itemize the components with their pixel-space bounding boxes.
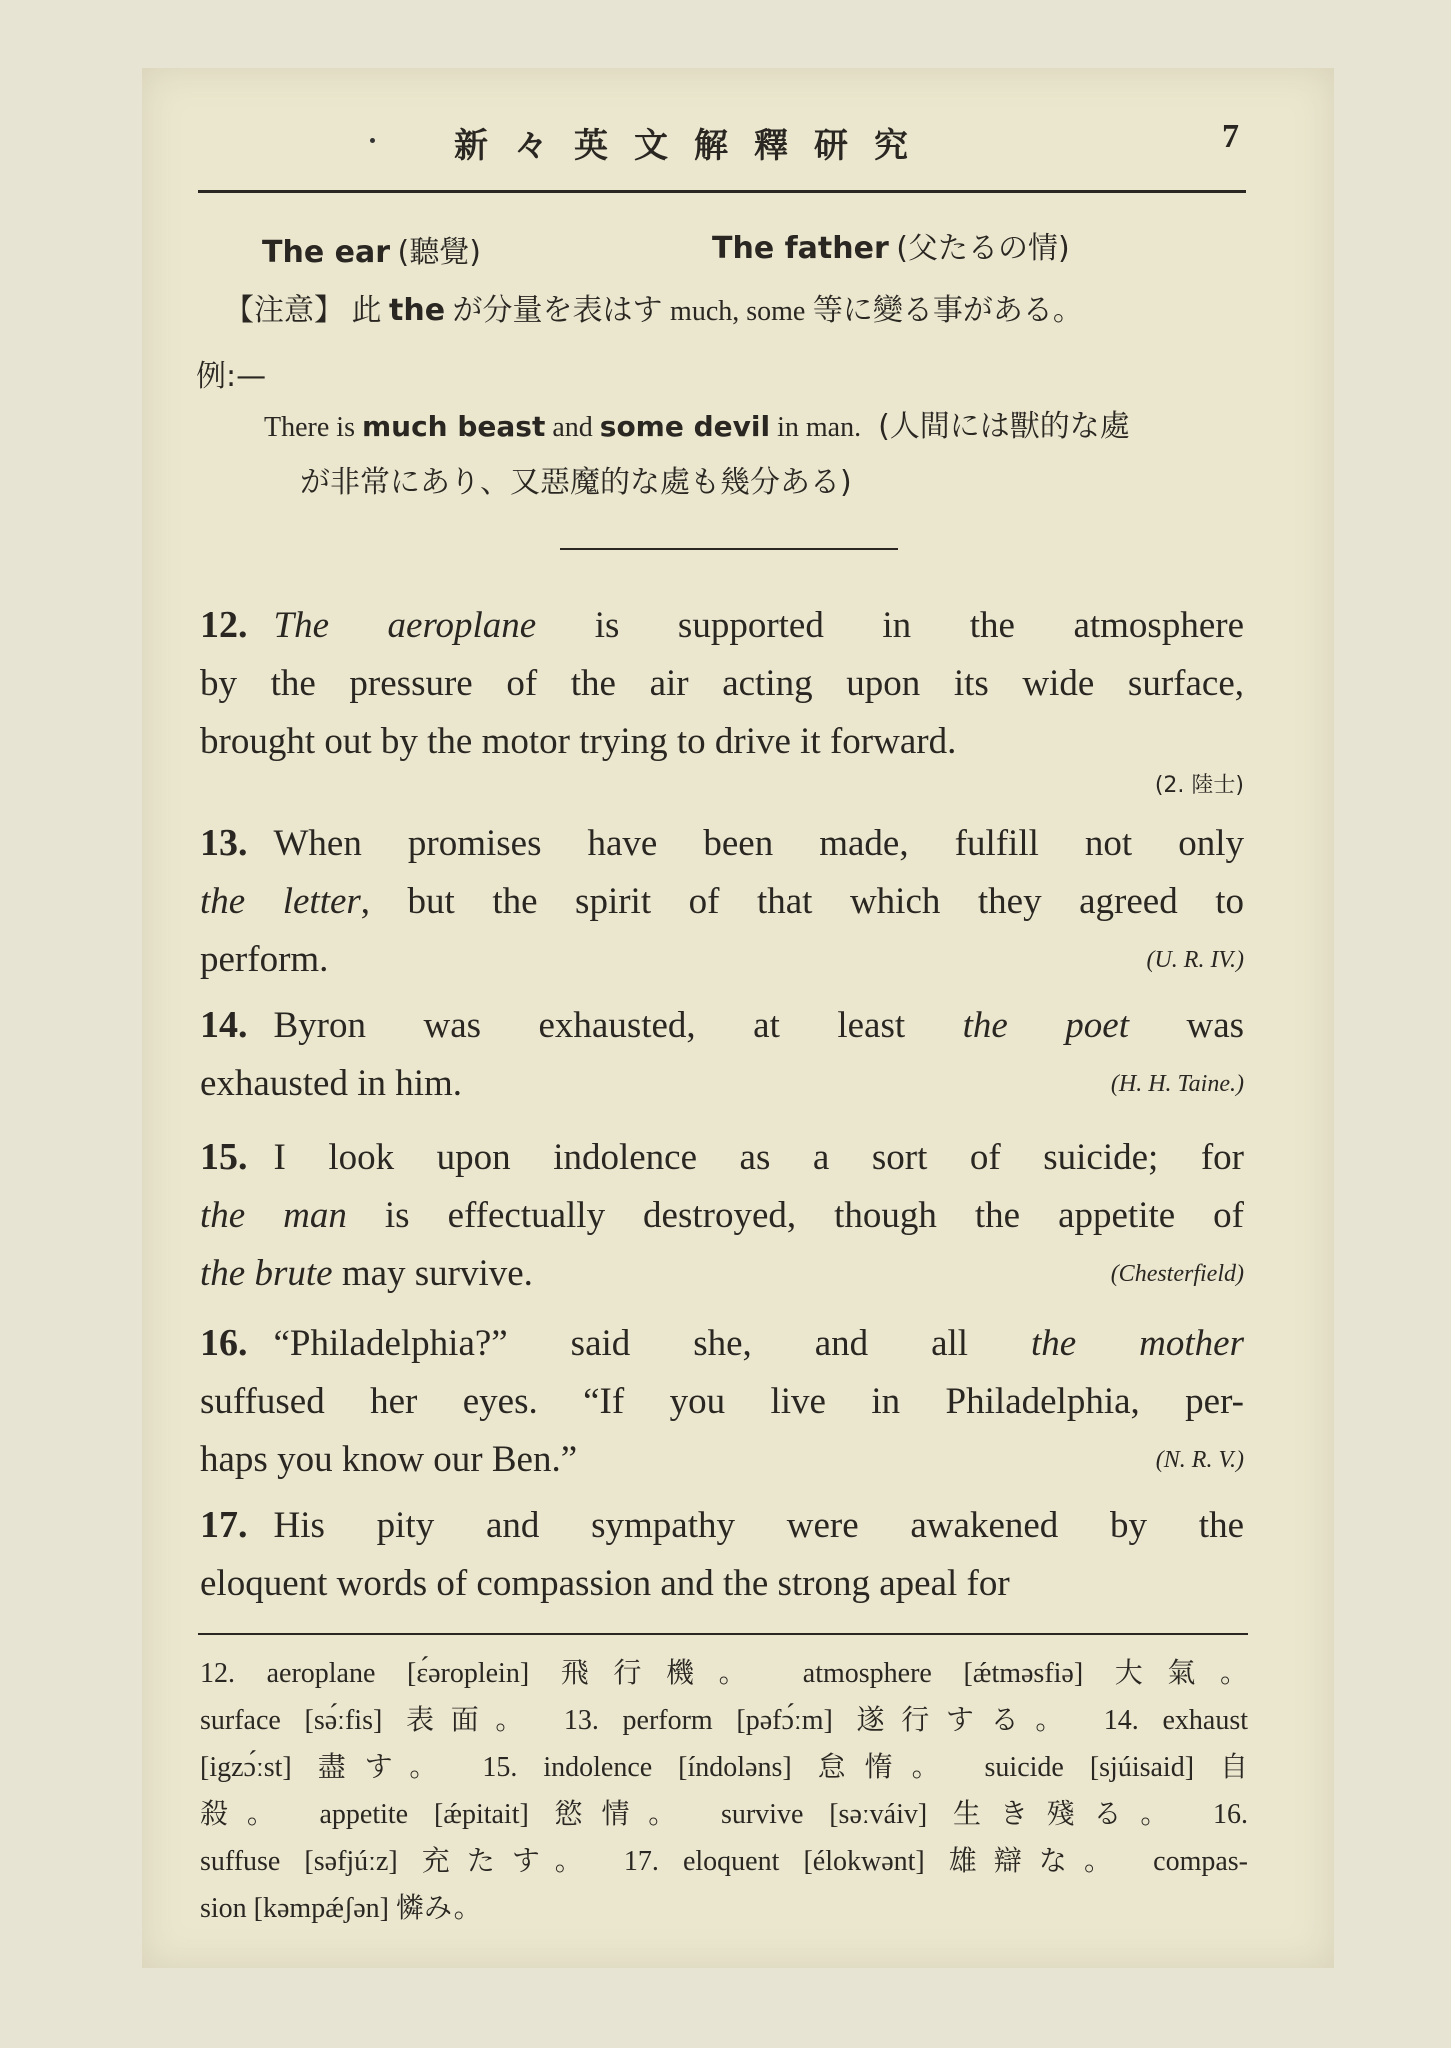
text-line: eloquent words of compassion and the strong apeal for bbox=[200, 1563, 1010, 1604]
text-line: 13. When promises have been made, fulfill not only bbox=[200, 822, 1244, 864]
text-line: perform. (U. R. IV.) bbox=[200, 931, 1244, 989]
caution-text-2: が分量を表はす bbox=[452, 293, 663, 328]
example-label: 例:— bbox=[196, 359, 267, 394]
text-line: suffused her eyes. “If you live in Philadelphia, per- bbox=[200, 1381, 1244, 1422]
source-citation: (H. H. Taine.) bbox=[1110, 1071, 1244, 1097]
emphasis: the mother bbox=[1031, 1323, 1244, 1364]
text-line: 15. I look upon indolence as a sort of suicide; for bbox=[200, 1136, 1244, 1178]
running-title: 新々英文解釋研究 bbox=[454, 126, 934, 166]
footnotes bbox=[200, 1650, 1248, 1932]
text-line: 17. His pity and sympathy were awakened by the bbox=[200, 1504, 1244, 1546]
emphasis: the man bbox=[200, 1195, 347, 1236]
text-line: the brute may survive. (Chesterfield) bbox=[200, 1245, 1244, 1303]
paragraph-12 bbox=[200, 596, 1244, 801]
text-line: 12. The aeroplane is supported in the atmosphere bbox=[200, 604, 1244, 646]
text-line: by the pressure of the air acting upon its wide surface, bbox=[200, 663, 1244, 704]
paragraph-number: 17. bbox=[200, 1504, 248, 1546]
note-father bbox=[712, 231, 1070, 266]
text-line: the man is effectually destroyed, though the appetite of bbox=[200, 1195, 1244, 1236]
paragraph-13 bbox=[200, 814, 1244, 989]
example-part-4: some devil bbox=[599, 410, 771, 443]
footnote-rule bbox=[198, 1633, 1248, 1635]
text-line: brought out by the motor trying to drive it forward. (2. 陸士) bbox=[200, 713, 1244, 771]
emphasis: the letter bbox=[200, 881, 361, 922]
paragraph-number: 16. bbox=[200, 1322, 248, 1364]
paragraph-number: 13. bbox=[200, 822, 248, 864]
example-translation-2: が非常にあり、又惡魔的な處も幾分ある) bbox=[300, 465, 852, 500]
paragraph-15 bbox=[200, 1128, 1244, 1303]
paragraph-14 bbox=[200, 996, 1244, 1113]
source-citation: (N. R. V.) bbox=[1155, 1447, 1244, 1473]
note-ear bbox=[262, 235, 481, 270]
footnote-line: [igzɔ́ːst] 盡す。 15. indolence [índoləns] 怠惰。 suicide [sjúisaid] 自 bbox=[200, 1752, 1248, 1783]
text-line: haps you know our Ben.” (N. R. V.) bbox=[200, 1431, 1244, 1489]
page-number: 7 bbox=[1222, 118, 1239, 155]
paragraph-16 bbox=[200, 1314, 1244, 1489]
example-translation-1: (人間には獸的な處 bbox=[878, 409, 1130, 444]
footnote-line: 殺。 appetite [ǽpitait] 慾情。 survive [səːváiv] 生き殘る。 16. bbox=[200, 1799, 1248, 1830]
text-line: the letter, but the spirit of that which they agreed to bbox=[200, 881, 1244, 922]
example-sentence bbox=[264, 409, 1130, 444]
example-part-1: There is bbox=[264, 412, 355, 443]
footnote-line: surface [sə́ːfis] 表面。 13. perform [pəfɔ́ːm] 遂行する。 14. exhaust bbox=[200, 1705, 1248, 1736]
text-line: 16. “Philadelphia?” said she, and all the mother bbox=[200, 1322, 1244, 1364]
paragraph-number: 14. bbox=[200, 1004, 248, 1046]
text-line: exhausted in him. (H. H. Taine.) bbox=[200, 1055, 1244, 1113]
header-dot bbox=[370, 138, 375, 143]
header-rule bbox=[198, 190, 1246, 193]
caution-text-4: 等に變る事がある。 bbox=[812, 293, 1083, 328]
source-citation: (U. R. IV.) bbox=[1146, 947, 1244, 973]
source-citation: (2. 陸士) bbox=[1154, 773, 1244, 798]
note-father-en: The father bbox=[712, 231, 889, 266]
example-part-5: in man. bbox=[777, 412, 862, 443]
example-part-3: and bbox=[552, 412, 593, 443]
caution-text-1: 此 bbox=[351, 293, 382, 328]
note-father-jp: (父たるの情) bbox=[896, 231, 1070, 266]
caution-label: 【注意】 bbox=[224, 293, 344, 328]
footnote-line: suffuse [səfjúːz] 充たす。 17. eloquent [élokwənt] 雄辯な。 compas- bbox=[200, 1846, 1248, 1877]
caution-note bbox=[224, 293, 1083, 328]
note-ear-jp: (聽覺) bbox=[397, 235, 481, 270]
paragraph-17 bbox=[200, 1496, 1244, 1613]
paragraph-number: 12. bbox=[200, 604, 248, 646]
example-part-2: much beast bbox=[361, 410, 546, 443]
note-ear-en: The ear bbox=[262, 235, 390, 270]
emphasis: the brute bbox=[200, 1253, 333, 1294]
section-separator bbox=[560, 548, 898, 550]
paragraph-number: 15. bbox=[200, 1136, 248, 1178]
text-line: 14. Byron was exhausted, at least the poet was bbox=[200, 1004, 1245, 1046]
footnote-line: sion [kəmpǽʃən] 憐み。 bbox=[200, 1893, 482, 1924]
source-citation: (Chesterfield) bbox=[1110, 1261, 1244, 1287]
emphasis: The aeroplane bbox=[273, 605, 537, 646]
caution-the: the bbox=[389, 293, 446, 328]
footnote-line: 12. aeroplane [ɛ́əroplein] 飛行機。 atmosphere [ǽtməsfiə] 大氣。 bbox=[200, 1658, 1248, 1689]
emphasis: the poet bbox=[962, 1005, 1129, 1046]
caution-much-some: much, some bbox=[670, 296, 806, 327]
